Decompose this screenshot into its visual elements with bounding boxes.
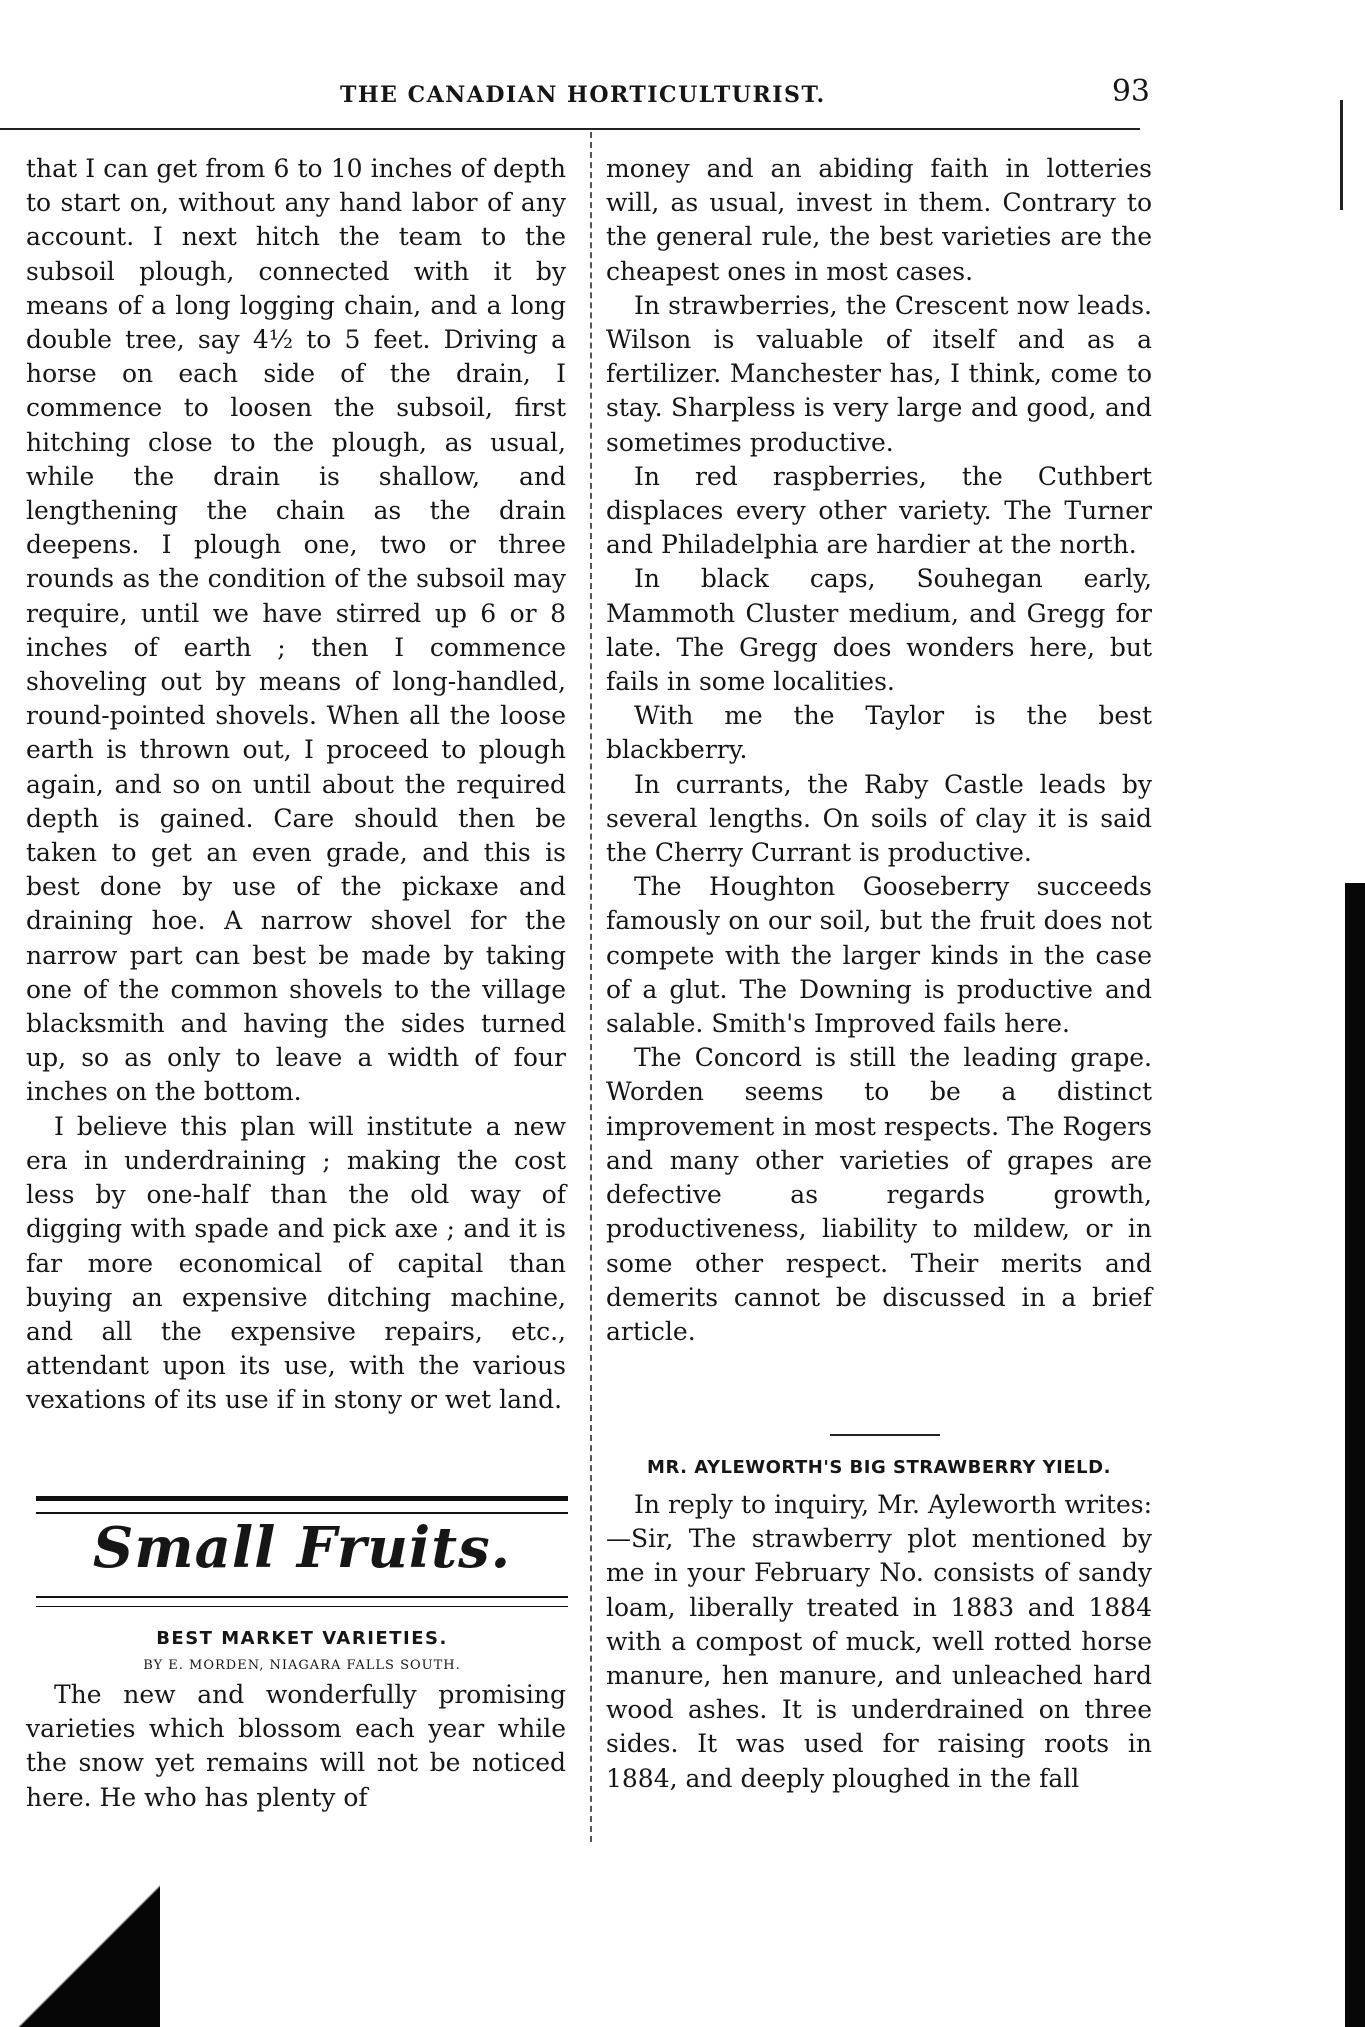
scan-corner-shadow — [0, 1870, 160, 2027]
article-byline: BY E. MORDEN, NIAGARA FALLS SOUTH. — [143, 1658, 461, 1673]
running-title: THE CANADIAN HORTICULTURIST. — [340, 82, 826, 108]
scan-dark-edge — [1345, 883, 1365, 2027]
paragraph: The Houghton Gooseberry succeeds famously on our soil, but the fruit does not compete with the larger kinds in the case of a glut. The Downing is productive and salable. Smith's Improved fails here. — [606, 872, 1152, 1039]
left-column — [26, 152, 566, 1418]
paragraph: In black caps, Souhegan early, Mammoth Cluster medium, and Gregg for late. The Gregg does wonders here, but fails in some localities. — [606, 564, 1152, 697]
left-article-body — [26, 1678, 566, 1815]
section-rule-bottom — [36, 1596, 568, 1607]
paragraph: With me the Taylor is the best blackberry. — [606, 701, 1152, 765]
article-separator-rule — [830, 1434, 940, 1436]
paragraph: I believe this plan will institute a new era in underdraining ; making the cost less by one-half than the old way of digging with spade and pick axe ; and it is far more economical of capital than buying an expensive ditching machine, and all the expensive repairs, etc., attendant upon its use, with the various vexations of its use if in stony or wet land. — [26, 1111, 566, 1415]
page-binding-edge — [1340, 100, 1349, 210]
paragraph: The Concord is still the leading grape. Worden seems to be a distinct improvement in most respects. The Rogers and many other varieties of grapes are defective as regards growth, productiveness, liability to mildew, or in some other respect. Their merits and demerits cannot be discussed in a brief article. — [606, 1043, 1152, 1346]
right-article-body — [606, 1488, 1152, 1796]
paragraph: In currants, the Raby Castle leads by several lengths. On soils of clay it is said the Cherry Currant is productive. — [606, 769, 1152, 868]
right-column — [606, 152, 1152, 1349]
paragraph: In red raspberries, the Cuthbert displaces every other variety. The Turner and Philadelphia are hardier at the north. — [606, 461, 1152, 560]
page-header — [20, 70, 1150, 115]
article-title: BEST MARKET VARIETIES. — [156, 1628, 448, 1649]
paragraph: In reply to inquiry, Mr. Ayleworth writes:—Sir, The strawberry plot mentioned by me in your February No. consists of sandy loam, liberally treated in 1883 and 1884 with a compost of muck, well rotted horse manure, hen manure, and unleached hard wood ashes. It is underdrained on three sides. It was used for raising roots in 1884, and deeply ploughed in the fall — [606, 1490, 1152, 1793]
paragraph: money and an abiding faith in lotteries will, as usual, invest in them. Contrary to the general rule, the best varieties are the cheapest ones in most cases. — [606, 154, 1152, 286]
paragraph: In strawberries, the Crescent now leads. Wilson is valuable of itself and as a fertilizer. Manchester has, I think, come to stay. Sharpless is very large and good, and sometimes productive. — [606, 290, 1152, 457]
paragraph: The new and wonderfully promising varieties which blossom each year while the snow yet remains will not be noticed here. He who has plenty of — [26, 1680, 566, 1812]
paragraph: that I can get from 6 to 10 inches of depth to start on, without any hand labor of any account. I next hitch the team to the subsoil plough, connected with it by means of a long logging chain, and a long double tree, say 4½ to 5 feet. Driving a horse on each side of the drain, I commence to loosen the subsoil, first hitching close to the plough, as usual, while the drain is shallow, and lengthening the chain as the drain deepens. I plough one, two or three rounds as the condition of the subsoil may require, until we have stirred up 6 or 8 inches of earth ; then I commence shoveling out by means of long-handled, round-pointed shovels. When all the loose earth is thrown out, I proceed to plough again, and so on until about the required depth is gained. Care should then be taken to get an even grade, and this is best done by use of the pickaxe and draining hoe. A narrow shovel for the narrow part can best be made by taking one of the common shovels to the village blacksmith and having the sides turned up, so as only to leave a width of four inches on the bottom. — [26, 154, 566, 1107]
section-title: Small Fruits. — [92, 1515, 512, 1581]
page-number: 93 — [1111, 74, 1150, 109]
column-divider — [590, 132, 592, 1842]
section-rule-top — [36, 1496, 568, 1514]
header-rule — [0, 128, 1140, 130]
article-title: MR. AYLEWORTH'S BIG STRAWBERRY YIELD. — [647, 1457, 1111, 1478]
